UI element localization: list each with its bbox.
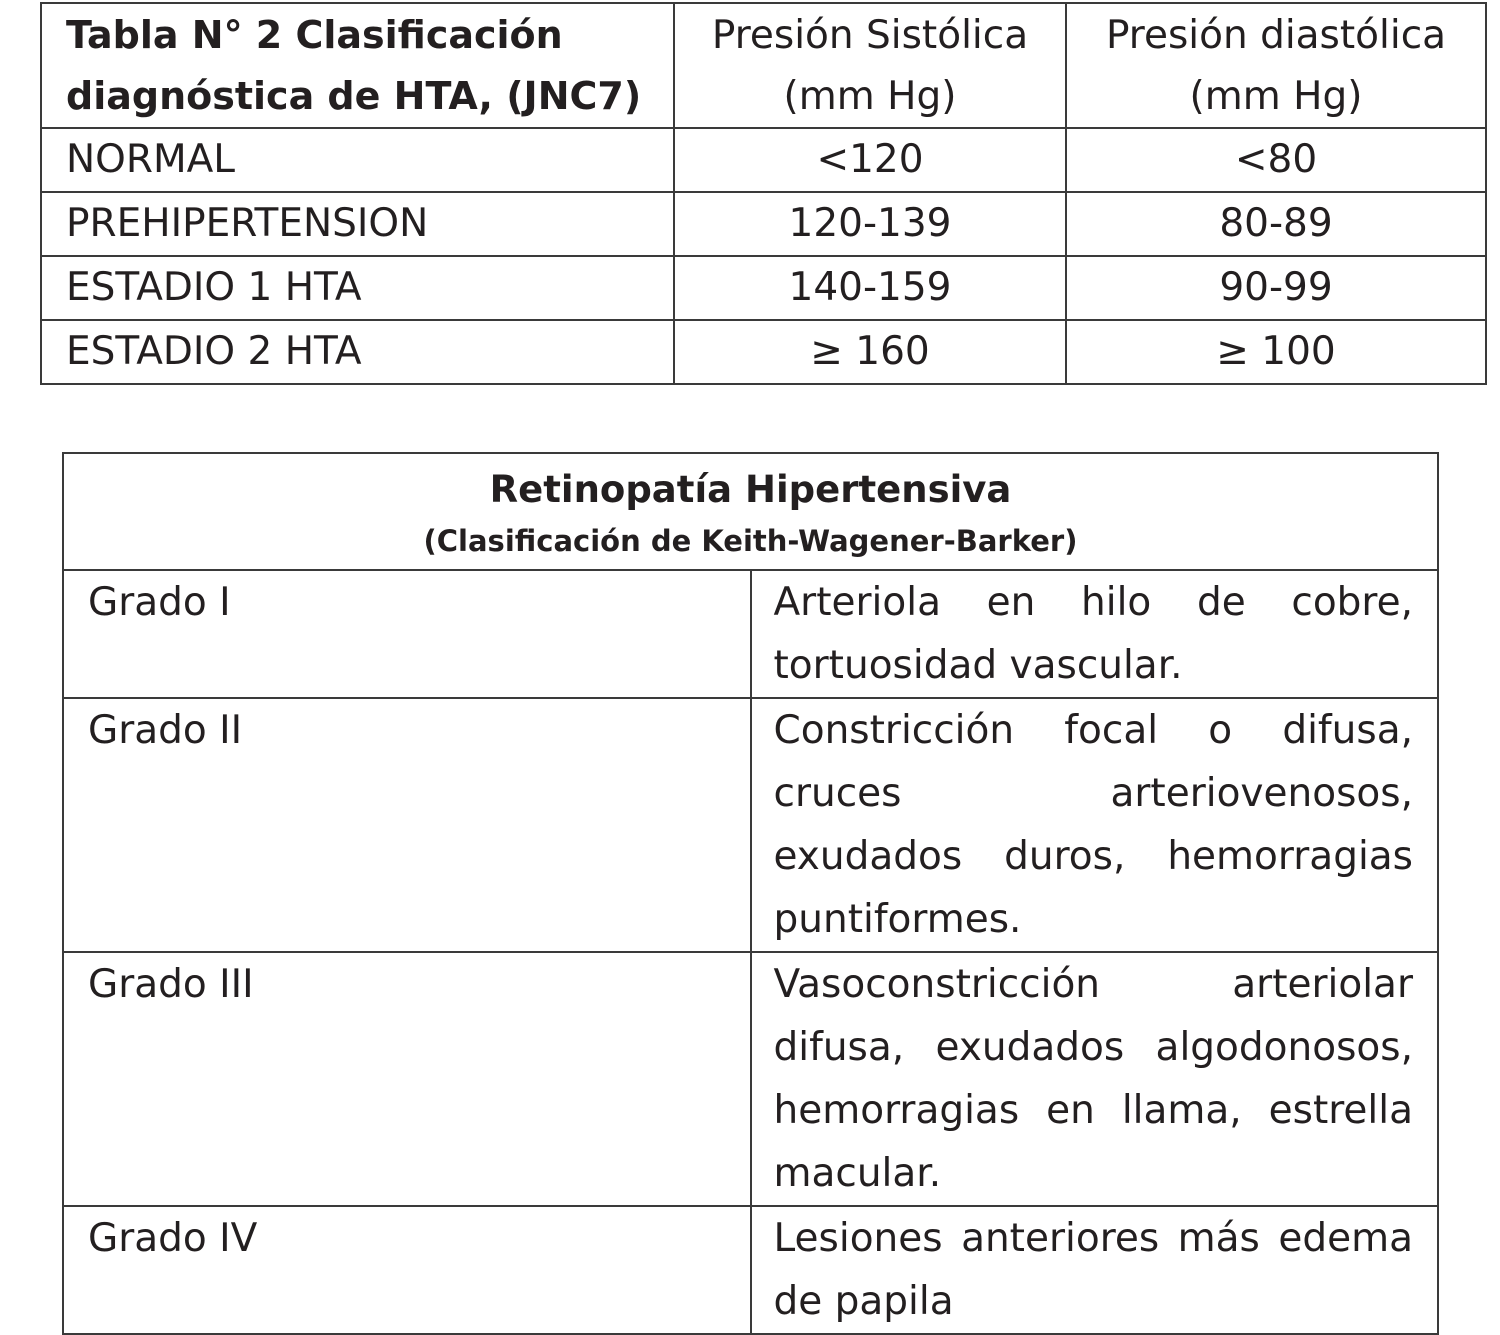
description-cell: Lesiones anteriores más edema de papila bbox=[751, 1206, 1439, 1334]
description-cell: Vasoconstricción arteriolar difusa, exudados algodonosos, hemorragias en llama, estrella macular. bbox=[751, 952, 1439, 1206]
systolic-cell: 140-159 bbox=[674, 256, 1066, 320]
systolic-header-line2: (mm Hg) bbox=[783, 73, 957, 119]
grade-cell: Grado I bbox=[63, 570, 751, 698]
classification-header-line2: diagnóstica de HTA, (JNC7) bbox=[66, 73, 642, 118]
retinopathy-title: Retinopatía Hipertensiva bbox=[489, 467, 1012, 511]
systolic-cell: <120 bbox=[674, 128, 1066, 192]
diastolic-cell: 80-89 bbox=[1066, 192, 1486, 256]
diastolic-header-line1: Presión diastólica bbox=[1105, 12, 1447, 58]
hta-classification-table bbox=[40, 2, 1487, 385]
table-row bbox=[63, 698, 1438, 952]
systolic-cell: 120-139 bbox=[674, 192, 1066, 256]
diastolic-cell: 90-99 bbox=[1066, 256, 1486, 320]
description-cell: Constricción focal o difusa, cruces arteriovenosos, exudados duros, hemorragias puntiformes. bbox=[751, 698, 1439, 952]
grade-cell: Grado IV bbox=[63, 1206, 751, 1334]
table-row bbox=[63, 952, 1438, 1206]
diastolic-cell: ≥ 100 bbox=[1066, 320, 1486, 384]
diastolic-header-line2: (mm Hg) bbox=[1189, 73, 1363, 119]
systolic-header-cell bbox=[674, 3, 1066, 128]
table-row bbox=[63, 570, 1438, 698]
table-row bbox=[41, 192, 1486, 256]
category-cell: ESTADIO 1 HTA bbox=[41, 256, 674, 320]
table-header-row bbox=[41, 3, 1486, 128]
table-row bbox=[41, 128, 1486, 192]
systolic-header-line1: Presión Sistólica bbox=[711, 12, 1029, 58]
table-row bbox=[41, 320, 1486, 384]
category-cell: PREHIPERTENSION bbox=[41, 192, 674, 256]
grade-cell: Grado II bbox=[63, 698, 751, 952]
retinopathy-table bbox=[62, 452, 1439, 1335]
grade-cell: Grado III bbox=[63, 952, 751, 1206]
diastolic-cell: <80 bbox=[1066, 128, 1486, 192]
diastolic-header-cell bbox=[1066, 3, 1486, 128]
systolic-cell: ≥ 160 bbox=[674, 320, 1066, 384]
category-cell: ESTADIO 2 HTA bbox=[41, 320, 674, 384]
retinopathy-subtitle: (Clasificación de Keith-Wagener-Barker) bbox=[423, 523, 1078, 558]
table-row bbox=[41, 256, 1486, 320]
retinopathy-title-row bbox=[63, 453, 1438, 570]
classification-header-line1: Tabla N° 2 Clasificación bbox=[66, 12, 563, 57]
category-cell: NORMAL bbox=[41, 128, 674, 192]
classification-header-cell bbox=[41, 3, 674, 128]
description-cell: Arteriola en hilo de cobre, tortuosidad vascular. bbox=[751, 570, 1439, 698]
retinopathy-title-cell bbox=[63, 453, 1438, 570]
table-row bbox=[63, 1206, 1438, 1334]
